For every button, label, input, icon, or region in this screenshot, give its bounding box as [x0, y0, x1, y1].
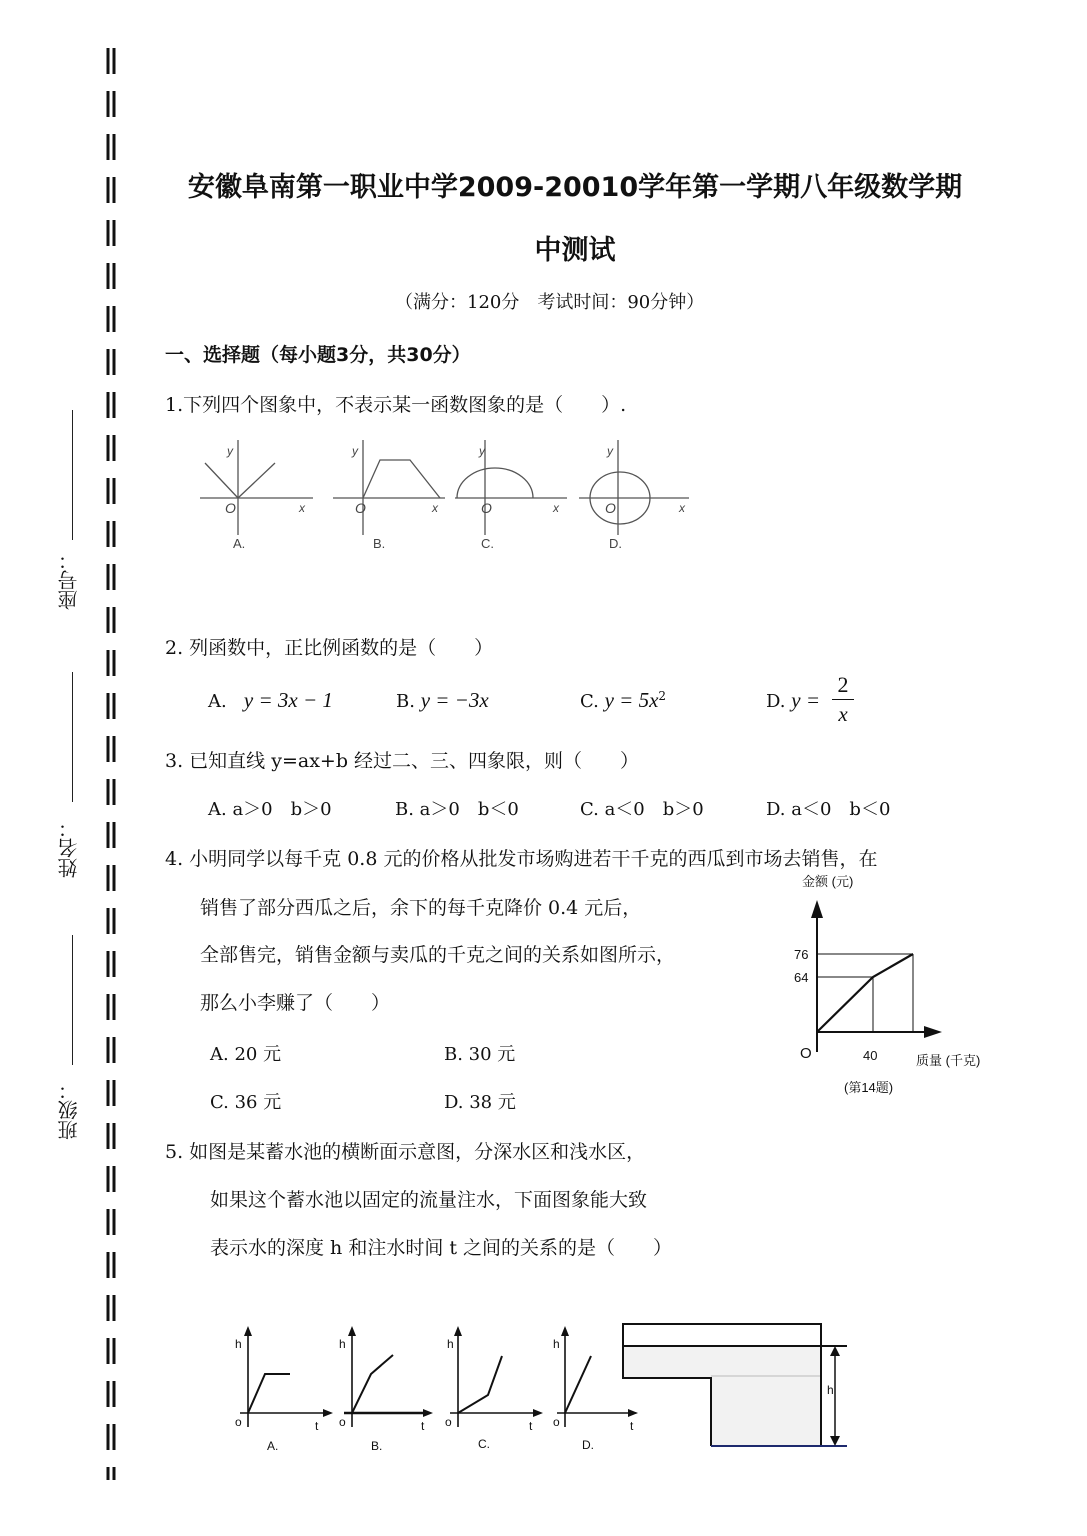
q5-b-origin: o	[339, 1415, 346, 1429]
q1-a-xlabel: x	[299, 501, 305, 515]
q1-c-xlabel: x	[553, 501, 559, 515]
q1-d-xlabel: x	[679, 501, 685, 515]
seat-line	[72, 410, 73, 540]
q1-b-curve	[363, 460, 440, 498]
q4-option-a: A. 20 元	[210, 1044, 282, 1065]
q1-option-d: D.	[609, 536, 622, 551]
q1-option-c: C.	[481, 536, 494, 551]
q2-option-a	[208, 688, 333, 713]
binding-dashes	[104, 40, 118, 1480]
q5-option-a: A.	[267, 1439, 279, 1453]
q4-chart-ylabel: 金额 (元)	[802, 874, 854, 889]
q1-a-line-right	[238, 463, 275, 498]
q3-option-c: C. a＜0 b＞0	[580, 799, 704, 820]
q5-option-c: C.	[478, 1437, 490, 1451]
pool-depth-label: h	[827, 1383, 834, 1397]
q5-b-hlabel: h	[339, 1337, 346, 1351]
seat-label: 座号：	[57, 550, 81, 610]
q2-option-b	[396, 688, 489, 713]
q1-b-xlabel: x	[432, 501, 438, 515]
q5-c-origin: o	[445, 1415, 452, 1429]
q4-option-d: D. 38 元	[444, 1092, 516, 1113]
q4-chart-ytick-76: 76	[794, 947, 809, 962]
q2-option-c-exponent: 2	[658, 689, 667, 703]
q5-a-hlabel: h	[235, 1337, 242, 1351]
class-field	[54, 1080, 84, 1140]
q4-chart-x-arrow	[924, 1026, 942, 1038]
q5-c-tlabel: t	[529, 1419, 533, 1433]
q2-stem: 2. 列函数中，正比例函数的是（ ）	[165, 637, 494, 659]
q4-chart-ytick-64: 64	[794, 970, 809, 985]
q5-d-curve	[565, 1356, 591, 1413]
q5-d-tlabel: t	[630, 1419, 634, 1433]
q3-option-d: D. a＜0 b＜0	[766, 799, 891, 820]
q2-option-d-numerator: 2	[837, 672, 849, 697]
q1-d-ylabel: y	[607, 444, 613, 458]
q2-option-a-expr: y = 3x − 1	[243, 688, 333, 712]
q1-b-origin: O	[355, 500, 366, 516]
q4-option-b: B. 30 元	[444, 1044, 516, 1065]
q2-option-b-label: B.	[396, 691, 415, 712]
q1-option-b: B.	[373, 536, 386, 551]
q5-pool-diagram	[615, 1318, 855, 1454]
q2-option-d-denominator: x	[838, 702, 848, 726]
q1-a-line-left	[205, 463, 238, 498]
q2-option-a-label: A.	[208, 691, 227, 712]
pool-water	[623, 1346, 821, 1446]
q2-option-d	[766, 688, 820, 713]
q4-stem-line4: 那么小李赚了（ ）	[200, 992, 391, 1014]
q2-option-c-label: C.	[580, 691, 599, 712]
q2-option-c-expr: y = 5x	[604, 688, 659, 712]
q2-option-d-fraction	[832, 672, 854, 727]
q5-d-origin: o	[553, 1415, 560, 1429]
q1-b-ylabel: y	[352, 444, 358, 458]
name-label: 姓名：	[57, 818, 81, 878]
section-heading: 一、选择题（每小题3分，共30分）	[165, 344, 471, 366]
class-line	[72, 935, 73, 1065]
exam-info: （满分：120分 考试时间：90分钟）	[395, 292, 705, 313]
q5-b-tlabel: t	[421, 1419, 425, 1433]
q4-option-c: C. 36 元	[210, 1092, 282, 1113]
q1-c-curve	[457, 468, 533, 498]
q4-chart-origin: O	[800, 1045, 812, 1062]
q4-stem-line3: 全部售完，销售金额与卖瓜的千克之间的关系如图所示，	[200, 944, 676, 966]
q3-stem: 3. 已知直线 y=ax+b 经过二、三、四象限，则（ ）	[165, 750, 640, 772]
q5-b-curve	[352, 1355, 393, 1413]
q3-option-b: B. a＞0 b＜0	[395, 799, 519, 820]
q4-chart-caption: (第14题)	[844, 1080, 894, 1095]
class-label: 班级：	[57, 1080, 81, 1140]
q5-stem-line2: 如果这个蓄水池以固定的流量注水，下面图象能大致	[210, 1189, 648, 1211]
q5-stem-line1: 5. 如图是某蓄水池的横断面示意图，分深水区和浅水区，	[165, 1141, 646, 1163]
q1-c-ylabel: y	[479, 444, 485, 458]
q1-graphs	[195, 435, 705, 560]
q2-option-c	[580, 688, 666, 713]
q2-option-d-lhs: y =	[791, 688, 820, 712]
q1-stem: 1.下列四个图象中，不表示某一函数图象的是（ ）.	[165, 394, 627, 416]
q2-option-b-expr: y = −3x	[420, 688, 489, 712]
q5-stem-line3: 表示水的深度 h 和注水时间 t 之间的关系的是（ ）	[210, 1237, 673, 1259]
q5-graphs	[225, 1322, 665, 1457]
q5-c-hlabel: h	[447, 1337, 454, 1351]
seat-field	[54, 550, 84, 610]
q5-a-curve	[248, 1374, 290, 1413]
q4-chart-line	[817, 954, 913, 1032]
q4-chart-xlabel: 质量 (千克)	[916, 1053, 981, 1068]
q5-a-tlabel: t	[315, 1419, 319, 1433]
q5-a-origin: o	[235, 1415, 242, 1429]
q3-option-a: A. a＞0 b＞0	[208, 799, 332, 820]
page-title: 安徽阜南第一职业中学2009-20010学年第一学期八年级数学期	[187, 172, 963, 203]
q4-chart	[780, 866, 1000, 1106]
name-line	[72, 672, 73, 802]
q5-c-curve	[458, 1356, 502, 1413]
page-title-line2: 中测试	[534, 235, 616, 266]
q1-option-a: A.	[233, 536, 246, 551]
pool-top	[623, 1324, 821, 1346]
q5-option-d: D.	[582, 1438, 594, 1452]
q4-stem-line1: 4. 小明同学以每千克 0.8 元的价格从批发市场购进若干千克的西瓜到市场去销售，在	[165, 848, 878, 870]
q5-d-hlabel: h	[553, 1337, 560, 1351]
q5-option-b: B.	[371, 1439, 383, 1453]
q2-option-d-label: D.	[766, 691, 786, 712]
q1-c-origin: O	[481, 500, 492, 516]
name-field	[54, 818, 84, 878]
q1-a-ylabel: y	[227, 444, 233, 458]
q1-a-origin: O	[225, 500, 236, 516]
q2-option-d-fraction-bar	[832, 699, 854, 700]
q4-stem-line2: 销售了部分西瓜之后，余下的每千克降价 0.4 元后，	[200, 897, 642, 919]
q1-d-origin: O	[605, 500, 616, 516]
q4-chart-y-arrow	[811, 900, 823, 918]
q4-chart-xtick-40: 40	[863, 1048, 878, 1063]
